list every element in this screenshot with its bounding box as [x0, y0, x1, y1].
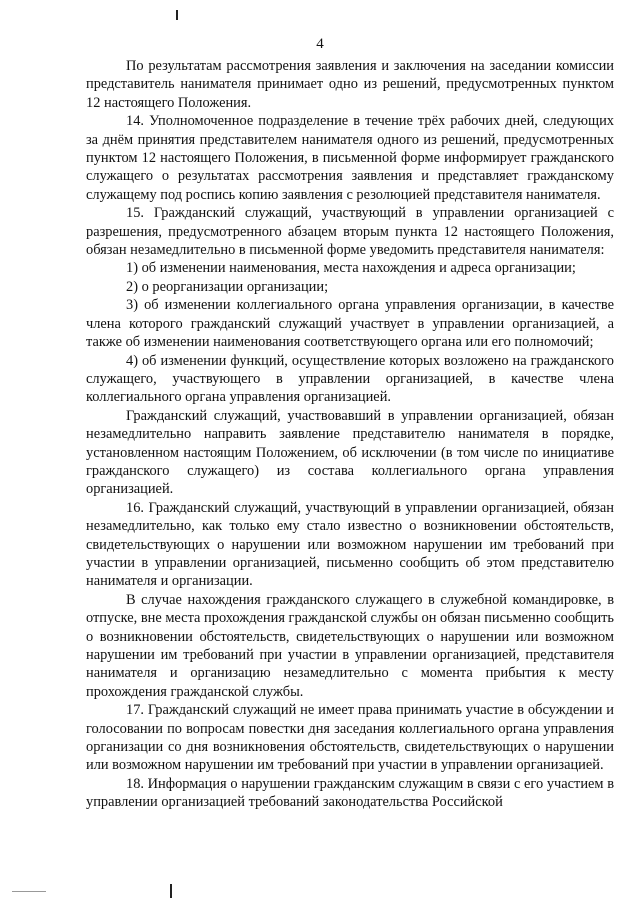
scan-mark-top [176, 10, 178, 20]
list-item: 2) о реорганизации организации; [126, 278, 329, 295]
paragraph: 16. Гражданский служащий, участвующий в управлении организацией, обязан незамедлительно, как только ему стало известно о возникновении обстоятельств, свидетельствующих о нарушении или возможном нарушении им требований при участии в управлении организацией, письменно сообщить об этом представителю нанимателя и организации. [86, 499, 614, 590]
paragraph: В случае нахождения гражданского служащего в служебной командировке, в отпуске, вне места прохождения гражданской службы он обязан письменно сообщить о возникновении обстоятельств, свидетельствующих о нарушении или возможном нарушении им требований при участии в управлении организацией, представителя нанимателя и организацию незамедлительно с момента прибытия к месту прохождения гражданской службы. [86, 591, 614, 700]
paragraph: 14. Уполномоченное подразделение в течение трёх рабочих дней, следующих за днём принятия представителем нанимателя одного из решений, предусмотренных пунктом 12 настоящего Положения, в письменной форме информирует гражданского служащего о результатах рассмотрения заявления и представляет гражданскому служащему под роспись копию заявления с резолюцией представителя нанимателя. [86, 113, 614, 203]
paragraph: 18. Информация о нарушении гражданским служащим в связи с его участием в управлении организацией требований законодательства Российской [86, 775, 614, 811]
paragraph: 15. Гражданский служащий, участвующий в управлении организацией с разрешения, предусмотренного абзацем вторым пункта 12 настоящего Положения, обязан незамедлительно в письменной форме уведомить представителя нанимателя: [86, 205, 614, 259]
scan-mark-bottom-left [12, 891, 46, 892]
page-number: 4 [316, 36, 324, 52]
paragraph: Гражданский служащий, участвовавший в управлении организацией, обязан незамедлительно направить заявление представителю нанимателя в порядке, установленном настоящим Положением, об исключении (в том числе по инициативе гражданского служащего) из состава коллегиального органа управления организацией. [86, 407, 614, 498]
list-item: 3) об изменении коллегиального органа управления организации, в качестве члена которого гражданский служащий участвует в управлении организацией, а также об изменении наименования соответствующего органа или его полномочий; [86, 297, 614, 351]
list-item: 4) об изменении функций, осуществление которых возложено на гражданского служащего, участвующего в управлении организацией, в качестве члена коллегиального органа управления организацией. [86, 352, 614, 406]
document-body [86, 57, 614, 812]
paragraph: 17. Гражданский служащий не имеет права принимать участие в обсуждении и голосовании по вопросам повестки дня заседания коллегиального органа управления организации со дня возникновения обстоятельств, свидетельствующих о нарушении или возможном нарушении им требований при участии в управлении организацией. [86, 702, 614, 774]
paragraph: По результатам рассмотрения заявления и заключения на заседании комиссии представитель нанимателя принимает одно из решений, предусмотренных пунктом 12 настоящего Положения. [86, 58, 614, 111]
list-item: 1) об изменении наименования, места нахождения и адреса организации; [126, 260, 576, 277]
scan-mark-bottom [170, 884, 172, 898]
